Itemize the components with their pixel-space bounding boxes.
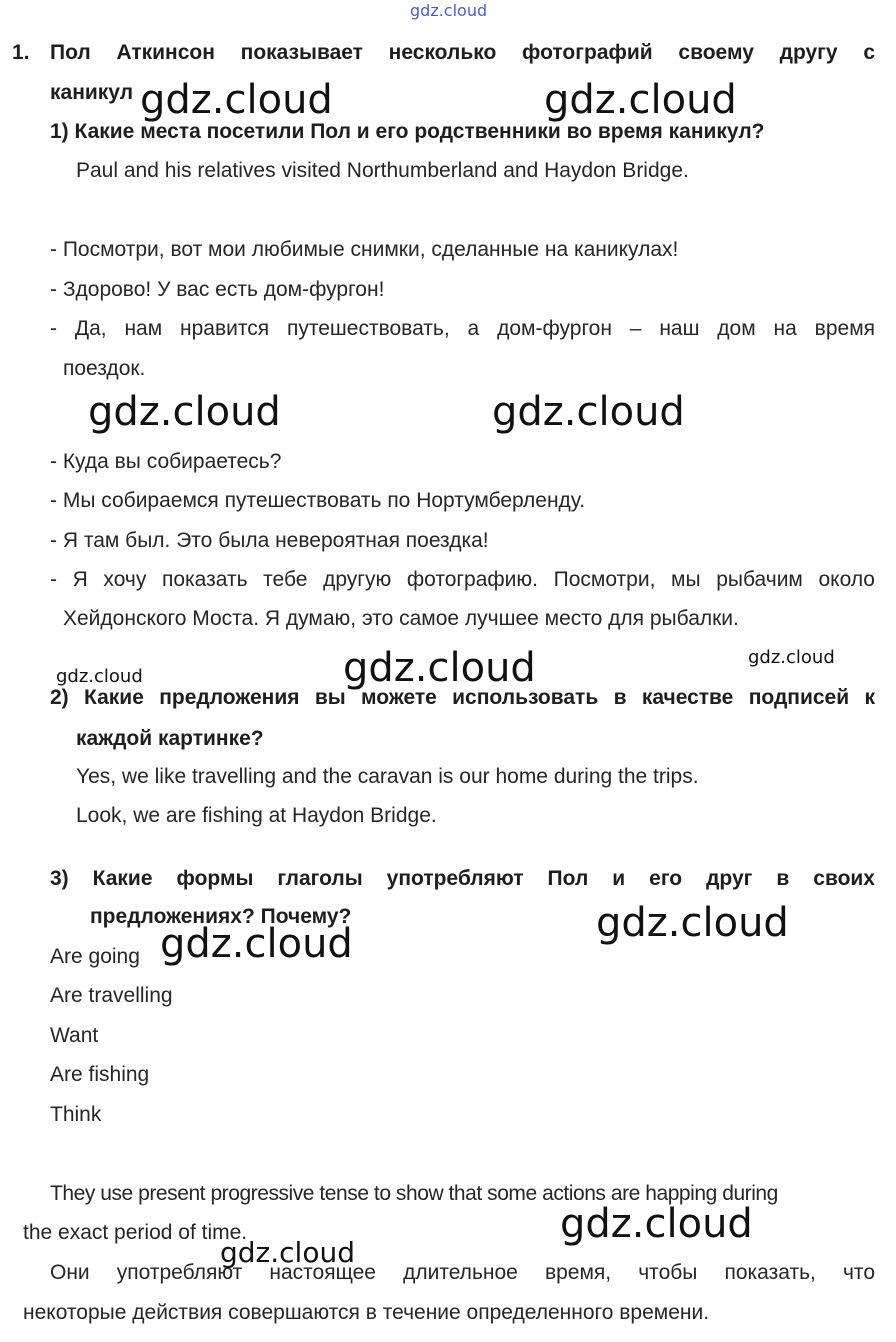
dialogue-line: - Я хочу показать тебе другую фотографию. Посмотри, мы рыбачим около xyxy=(50,568,875,591)
dialogue-line: - Да, нам нравится путешествовать, а дом-фургон – наш дом на время xyxy=(50,317,875,340)
dialogue-line: - Я там был. Это была невероятная поездка! xyxy=(50,529,489,552)
answer-2: Yes, we like travelling and the caravan is our home during the trips. xyxy=(76,765,699,788)
explanation-en-line2: the exact period of time. xyxy=(23,1221,248,1244)
answer-1: Paul and his relatives visited Northumberland and Haydon Bridge. xyxy=(76,159,689,182)
watermark: gdz.cloud xyxy=(560,1201,753,1247)
answer-2: Look, we are fishing at Haydon Bridge. xyxy=(76,804,437,827)
watermark: gdz.cloud xyxy=(140,77,333,123)
verb-form: Are going xyxy=(50,945,140,968)
question-1: 1) Какие места посетили Пол и его родственники во время каникул? xyxy=(50,120,765,143)
dialogue-line: - Мы собираемся путешествовать по Нортумберленду. xyxy=(50,489,586,512)
exercise-intro-line2: каникул xyxy=(50,81,134,104)
question-2-line1: 2) Какие предложения вы можете использовать в качестве подписей к xyxy=(50,686,875,709)
exercise-intro-line1: Пол Аткинсон показывает несколько фотографий своему другу с xyxy=(50,41,875,64)
exercise-number: 1. xyxy=(12,41,30,64)
watermark: gdz.cloud xyxy=(544,77,737,123)
watermark: gdz.cloud xyxy=(343,645,536,691)
explanation-ru-line2: некоторые действия совершаются в течение определенного времени. xyxy=(23,1301,710,1324)
watermark: gdz.cloud xyxy=(88,389,281,435)
explanation-en-line1: They use present progressive tense to show that some actions are happing during xyxy=(50,1182,778,1205)
watermark: gdz.cloud xyxy=(56,666,143,687)
watermark: gdz.cloud xyxy=(220,1236,355,1269)
explanation-ru-line1: Они употребляют настоящее длительное время, чтобы показать, что xyxy=(50,1261,875,1284)
dialogue-line: поездок. xyxy=(63,357,146,380)
verb-form: Are fishing xyxy=(50,1063,150,1086)
question-3-line2: предложениях? Почему? xyxy=(90,905,352,928)
dialogue-line: - Куда вы собираетесь? xyxy=(50,450,282,473)
dialogue-line: - Посмотри, вот мои любимые снимки, сделанные на каникулах! xyxy=(50,238,679,261)
watermark: gdz.cloud xyxy=(492,389,685,435)
verb-form: Think xyxy=(50,1103,102,1126)
watermark: gdz.cloud xyxy=(160,921,353,967)
question-2-line2: каждой картинке? xyxy=(76,727,264,750)
verb-form: Are travelling xyxy=(50,984,173,1007)
verb-form: Want xyxy=(50,1024,99,1047)
header-watermark: gdz.cloud xyxy=(410,1,488,20)
dialogue-line: - Здорово! У вас есть дом-фургон! xyxy=(50,278,385,301)
watermark: gdz.cloud xyxy=(748,647,835,668)
dialogue-line: Хейдонского Моста. Я думаю, это самое лучшее место для рыбалки. xyxy=(63,607,739,630)
question-3-line1: 3) Какие формы глаголы употребляют Пол и его друг в своих xyxy=(50,867,875,890)
watermark: gdz.cloud xyxy=(596,900,789,946)
